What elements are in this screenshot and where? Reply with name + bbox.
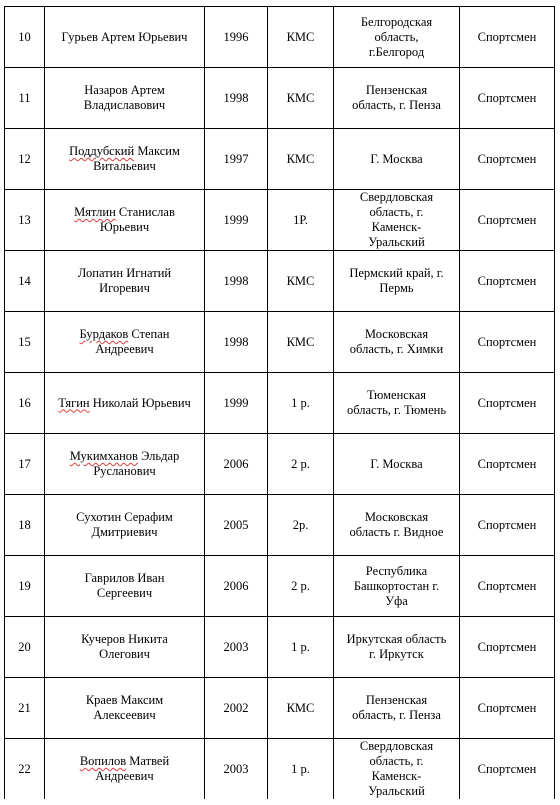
cell-line: Московская bbox=[364, 510, 429, 524]
cell-line: Русланович bbox=[93, 464, 156, 478]
cell-line: Г. Москва bbox=[370, 151, 423, 166]
row-number: 14 bbox=[5, 251, 45, 312]
birth-year: 1998 bbox=[205, 312, 268, 373]
cell-line: Башкортостан г. bbox=[353, 578, 440, 593]
athlete-name bbox=[45, 373, 205, 434]
cell-line: Свердловская bbox=[359, 190, 434, 204]
cell-line: Г. Москва bbox=[370, 456, 423, 471]
table-row bbox=[5, 617, 555, 678]
cell-line: Республика bbox=[365, 563, 428, 578]
region bbox=[334, 312, 460, 373]
birth-year: 1997 bbox=[205, 129, 268, 190]
cell-line: Каменск- bbox=[371, 220, 422, 234]
role: Спортсмен bbox=[460, 678, 555, 739]
athlete-name bbox=[45, 190, 205, 251]
cell-line: Андреевич bbox=[95, 342, 154, 356]
cell-line: Назаров Артем bbox=[84, 83, 165, 97]
cell-line: область г. Видное bbox=[349, 525, 444, 539]
athlete-name bbox=[45, 678, 205, 739]
row-number: 16 bbox=[5, 373, 45, 434]
cell-line: Тюменская bbox=[366, 388, 427, 402]
table-row bbox=[5, 373, 555, 434]
table-row bbox=[5, 495, 555, 556]
cell-line: Гаврилов Иван bbox=[84, 571, 165, 585]
athlete-name bbox=[45, 556, 205, 617]
athlete-name bbox=[45, 495, 205, 556]
sport-rank: КМС bbox=[268, 678, 334, 739]
region bbox=[334, 678, 460, 739]
cell-line: Уральский bbox=[368, 235, 425, 249]
table-row bbox=[5, 68, 555, 129]
cell-line: Сергеевич bbox=[96, 586, 153, 600]
sport-rank: 2 р. bbox=[268, 434, 334, 495]
table-row bbox=[5, 739, 555, 800]
row-number: 12 bbox=[5, 129, 45, 190]
birth-year: 2005 bbox=[205, 495, 268, 556]
birth-year: 2003 bbox=[205, 739, 268, 800]
cell-line: Краев Максим bbox=[85, 693, 164, 707]
athlete-name bbox=[45, 312, 205, 373]
row-number: 18 bbox=[5, 495, 45, 556]
sport-rank: 2р. bbox=[268, 495, 334, 556]
cell-line: Андреевич bbox=[95, 769, 154, 783]
cell-line: Иркутская область bbox=[346, 632, 447, 646]
birth-year: 2006 bbox=[205, 434, 268, 495]
cell-line: область, г. Тюмень bbox=[346, 403, 447, 417]
row-number: 15 bbox=[5, 312, 45, 373]
cell-line: Гурьев Артем Юрьевич bbox=[61, 29, 188, 44]
cell-line: г. Иркутск bbox=[369, 647, 424, 661]
cell-line: область, г. Пенза bbox=[352, 98, 441, 112]
cell-line: Свердловская bbox=[359, 739, 434, 753]
cell-line: Мукимханов Эльдар bbox=[69, 449, 180, 463]
cell-line: область, г. Химки bbox=[349, 342, 444, 356]
cell-line: Сухотин Серафим bbox=[76, 510, 173, 524]
region bbox=[334, 190, 460, 251]
cell-line: Каменск- bbox=[371, 769, 422, 783]
participants-table bbox=[4, 6, 555, 799]
row-number: 10 bbox=[5, 7, 45, 68]
sport-rank: 1 р. bbox=[268, 617, 334, 678]
role: Спортсмен bbox=[460, 495, 555, 556]
cell-line: Олегович bbox=[99, 647, 150, 661]
table-row bbox=[5, 434, 555, 495]
row-number: 19 bbox=[5, 556, 45, 617]
table-row bbox=[5, 190, 555, 251]
birth-year: 1999 bbox=[205, 190, 268, 251]
cell-line: Владиславович bbox=[83, 98, 166, 112]
cell-line: Пермь bbox=[379, 281, 414, 295]
role: Спортсмен bbox=[460, 68, 555, 129]
region bbox=[334, 7, 460, 68]
role: Спортсмен bbox=[460, 617, 555, 678]
row-number: 20 bbox=[5, 617, 45, 678]
row-number: 22 bbox=[5, 739, 45, 800]
table-row bbox=[5, 312, 555, 373]
table-row bbox=[5, 556, 555, 617]
birth-year: 2003 bbox=[205, 617, 268, 678]
sport-rank: КМС bbox=[268, 68, 334, 129]
table-row bbox=[5, 129, 555, 190]
athlete-name bbox=[45, 251, 205, 312]
cell-line: Тягин Николай Юрьевич bbox=[58, 395, 191, 410]
athlete-name bbox=[45, 7, 205, 68]
region bbox=[334, 495, 460, 556]
sport-rank: 1 р. bbox=[268, 373, 334, 434]
athlete-name bbox=[45, 68, 205, 129]
cell-line: Кучеров Никита bbox=[81, 632, 168, 646]
role: Спортсмен bbox=[460, 129, 555, 190]
sport-rank: КМС bbox=[268, 251, 334, 312]
cell-line: Пензенская bbox=[365, 83, 428, 97]
sport-rank: КМС bbox=[268, 129, 334, 190]
sport-rank: КМС bbox=[268, 312, 334, 373]
region bbox=[334, 251, 460, 312]
athlete-name bbox=[45, 617, 205, 678]
cell-line: Пермский край, г. bbox=[349, 266, 444, 280]
sport-rank: 1Р. bbox=[268, 190, 334, 251]
region bbox=[334, 129, 460, 190]
cell-line: Мятлин Станислав bbox=[74, 205, 175, 219]
cell-line: г.Белгород bbox=[368, 44, 425, 59]
role: Спортсмен bbox=[460, 312, 555, 373]
sport-rank: КМС bbox=[268, 7, 334, 68]
birth-year: 1998 bbox=[205, 68, 268, 129]
cell-line: Московская bbox=[364, 327, 429, 341]
role: Спортсмен bbox=[460, 7, 555, 68]
cell-line: Юрьевич bbox=[99, 220, 150, 234]
role: Спортсмен bbox=[460, 373, 555, 434]
athlete-name bbox=[45, 739, 205, 800]
cell-line: область, г. Пенза bbox=[352, 708, 441, 722]
table-row bbox=[5, 251, 555, 312]
row-number: 21 bbox=[5, 678, 45, 739]
table-row bbox=[5, 7, 555, 68]
table-row bbox=[5, 678, 555, 739]
row-number: 11 bbox=[5, 68, 45, 129]
role: Спортсмен bbox=[460, 251, 555, 312]
birth-year: 2006 bbox=[205, 556, 268, 617]
cell-line: Уфа bbox=[385, 593, 408, 608]
athlete-name bbox=[45, 434, 205, 495]
birth-year: 1999 bbox=[205, 373, 268, 434]
cell-line: Уральский bbox=[368, 784, 425, 798]
role: Спортсмен bbox=[460, 739, 555, 800]
participants-table-body bbox=[5, 7, 555, 800]
cell-line: Витальевич bbox=[93, 159, 156, 173]
role: Спортсмен bbox=[460, 556, 555, 617]
cell-line: область, г. bbox=[369, 754, 424, 768]
row-number: 13 bbox=[5, 190, 45, 251]
region bbox=[334, 739, 460, 800]
region bbox=[334, 556, 460, 617]
sport-rank: 1 р. bbox=[268, 739, 334, 800]
cell-line: Пензенская bbox=[365, 693, 428, 707]
role: Спортсмен bbox=[460, 434, 555, 495]
region bbox=[334, 68, 460, 129]
region bbox=[334, 617, 460, 678]
region bbox=[334, 434, 460, 495]
cell-line: Поддубский Максим bbox=[69, 144, 180, 158]
birth-year: 1996 bbox=[205, 7, 268, 68]
birth-year: 1998 bbox=[205, 251, 268, 312]
cell-line: Алексеевич bbox=[93, 708, 156, 722]
cell-line: Белгородская bbox=[360, 14, 433, 29]
cell-line: Вопилов Матвей bbox=[79, 754, 170, 768]
birth-year: 2002 bbox=[205, 678, 268, 739]
cell-line: область, bbox=[374, 29, 419, 44]
cell-line: Игоревич bbox=[99, 281, 150, 295]
cell-line: Дмитриевич bbox=[91, 525, 158, 539]
region bbox=[334, 373, 460, 434]
cell-line: область, г. bbox=[369, 205, 424, 219]
sport-rank: 2 р. bbox=[268, 556, 334, 617]
athlete-name bbox=[45, 129, 205, 190]
cell-line: Лопатин Игнатий bbox=[77, 266, 172, 280]
row-number: 17 bbox=[5, 434, 45, 495]
role: Спортсмен bbox=[460, 190, 555, 251]
cell-line: Бурдаков Степан bbox=[79, 327, 170, 341]
